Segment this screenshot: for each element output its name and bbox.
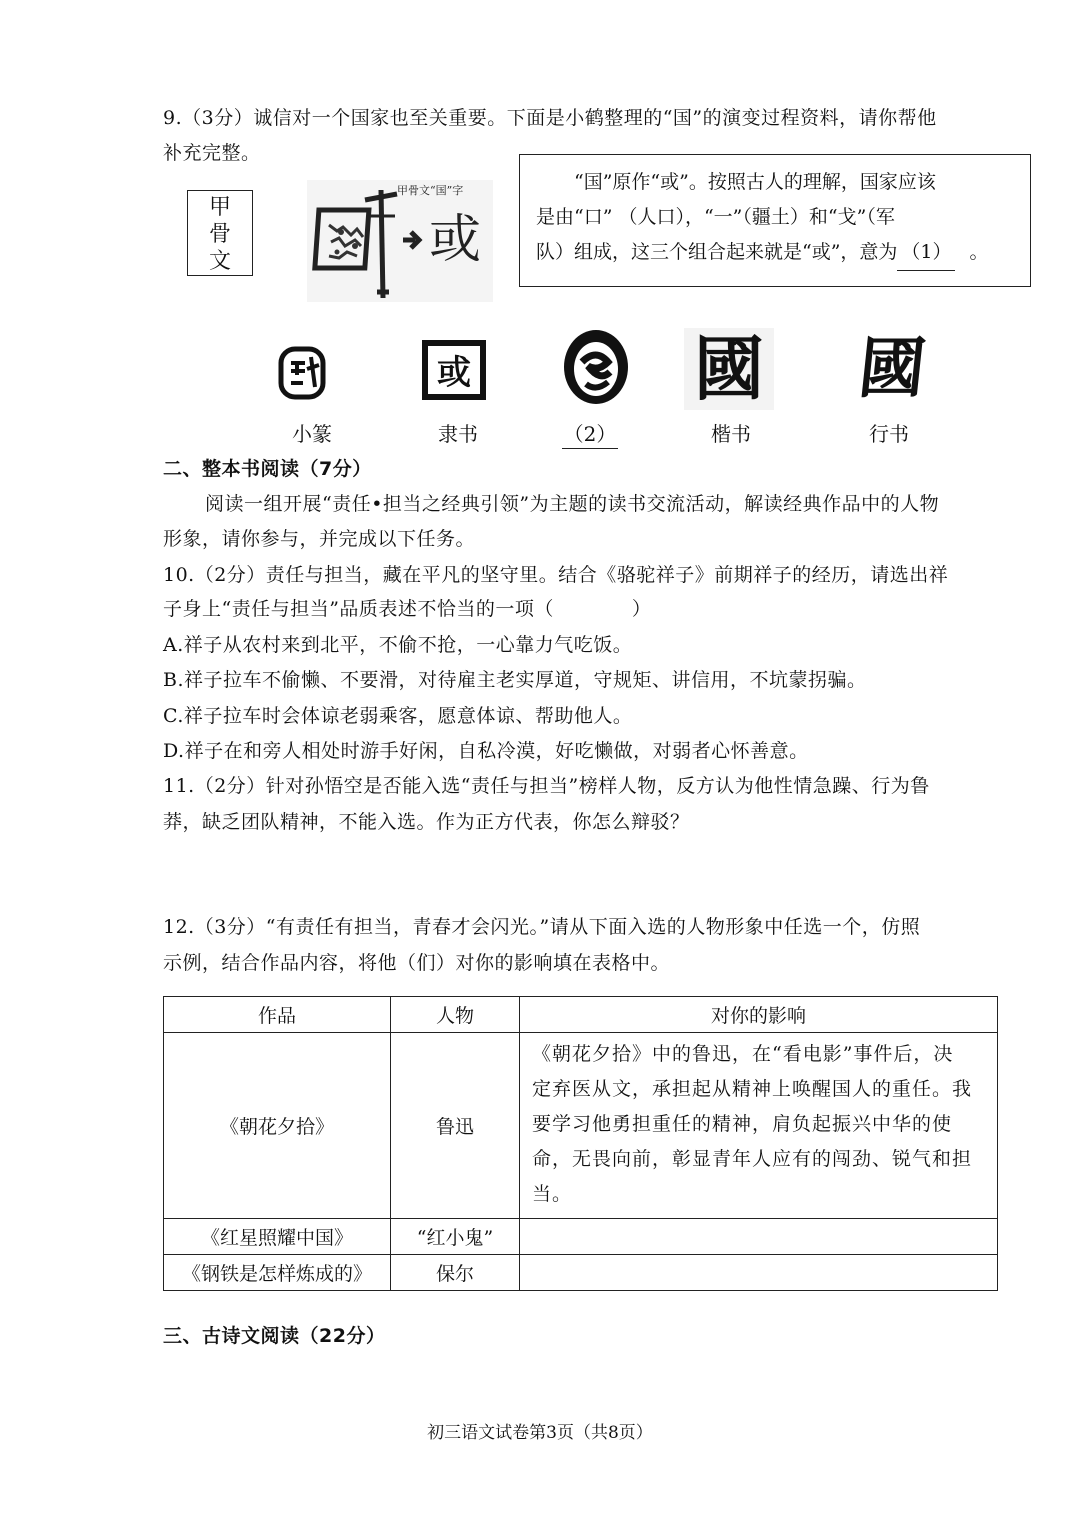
xiaozhuan-glyph [277,345,327,401]
info-line-end: 。 [969,241,989,263]
table-header-row [164,997,998,1033]
table-row [164,1219,998,1255]
q12-line-2: 示例，结合作品内容，将他（们）对你的影响填在表格中。 [163,952,671,974]
jiaguwen-char-3: 文 [208,249,231,274]
caption-blank-2 [540,420,640,449]
influence-line: 定弃医从文，承担起从精神上唤醒国人的重任。我 [532,1078,973,1100]
influence-line: 当。 [532,1183,573,1205]
lishu-glyph [420,338,488,402]
caption-kaishu: 楷书 [711,422,751,446]
xingshu-char: 國 [855,330,930,407]
kaishu-char: 國 [694,327,764,410]
table-row [164,1033,998,1219]
q10-line-2: 子身上“责任与担当”品质表述不恰当的一项（ ） [163,598,652,620]
info-line-3 [536,235,1016,271]
influence-line: 要学习他勇担重任的精神，肩负起振兴中华的使 [532,1113,953,1135]
row-1-person: 鲁迅 [391,1033,520,1219]
row-3-person: 保尔 [391,1255,520,1291]
row-2-work: 《红星照耀中国》 [164,1219,391,1255]
xingshu-glyph [852,330,932,408]
jiaguwen-char-2: 骨 [208,222,231,247]
header-work: 作品 [164,997,391,1033]
section-2-heading: 二、整本书阅读（7分） [163,458,372,480]
row-3-work: 《钢铁是怎样炼成的》 [164,1255,391,1291]
lishu-icon [420,338,488,402]
oracle-bone-image [307,180,493,302]
row-2-influence-answer[interactable] [520,1219,998,1255]
section-2-intro-1: 阅读一组开展“责任•担当之经典引领”为主题的读书交流活动，解读经典作品中的人物 [205,493,940,515]
q10-line-1: 10.（2分）责任与担当，藏在平凡的坚守里。结合《骆驼祥子》前期祥子的经历，请选出祥 [163,564,949,586]
caption-xiaozhuan: 小篆 [292,422,332,446]
section-2-intro-2: 形象，请你参与，并完成以下任务。 [163,528,476,550]
xiaozhuan-seal-icon [277,345,327,401]
q10-option-b[interactable]: B.祥子拉车不偷懒、不要滑，对待雇主老实厚道，守规矩、讲信用，不坑蒙拐骗。 [163,669,867,691]
q11-line-1: 11.（2分）针对孙悟空是否能入选“责任与担当”榜样人物，反方认为他性情急躁、行为鲁 [163,775,930,797]
jiaguwen-label-box [187,190,253,276]
caption-xingshu: 行书 [869,422,909,446]
q10-option-d[interactable]: D.祥子在和旁人相处时游手好闲，自私冷漠，好吃懒做，对弱者心怀善意。 [163,740,809,762]
table-row [164,1255,998,1291]
oracle-image-caption: 甲骨文“国”字 [397,184,464,197]
blank-1[interactable]: （1） [897,235,955,271]
row-1-influence [520,1033,998,1219]
info-line-1: “国”原作“或”。按照古人的理解，国家应该 [574,171,936,193]
section-3-heading: 三、古诗文阅读（22分） [163,1325,386,1347]
q9-line-2: 补充完整。 [163,142,261,164]
row-2-person: “红小鬼” [391,1219,520,1255]
blank-2[interactable]: （2） [562,420,618,449]
q10-option-c[interactable]: C.祥子拉车时会体谅老弱乘客，愿意体谅、帮助他人。 [163,705,633,727]
q10-option-a[interactable]: A.祥子从农村来到北平，不偷不抢，一心靠力气吃饭。 [163,634,633,656]
row-1-work: 《朝花夕拾》 [164,1033,391,1219]
header-influence: 对你的影响 [520,997,998,1033]
info-line-3-text: 队）组成，这三个组合起来就是“或”，意为 [536,241,898,263]
q11-line-2: 莽，缺乏团队精神，不能入选。作为正方代表，你怎么辩驳？ [163,811,690,833]
influence-line: 命，无畏向前，彰显青年人应有的闯劲、锐气和担 [532,1148,973,1170]
q12-line-1: 12.（3分）“有责任有担当，青春才会闪光。”请从下面入选的人物形象中任选一个，仿照 [163,916,921,938]
influence-table [163,996,998,1291]
caoshu-glyph [560,326,632,408]
header-person: 人物 [391,997,520,1033]
cursive-guo-icon [560,326,632,408]
kaishu-glyph [684,328,774,410]
lishu-char: 或 [437,353,471,393]
oracle-character: 或 [429,210,482,270]
info-line-2: 是由“口” （人口），“一”（疆土）和“戈”（军 [536,206,895,228]
q9-line-1: 9.（3分）诚信对一个国家也至关重要。下面是小鹤整理的“国”的演变过程资料，请你帮他 [163,107,937,129]
caption-lishu: 隶书 [438,422,478,446]
row-3-influence-answer[interactable] [520,1255,998,1291]
jiaguwen-char-1: 甲 [208,195,231,220]
influence-line: 《朝花夕拾》中的鲁迅，在“看电影”事件后，决 [532,1043,954,1065]
page-footer: 初三语文试卷第3页（共8页） [427,1423,653,1443]
guo-explanation-box [519,154,1031,287]
